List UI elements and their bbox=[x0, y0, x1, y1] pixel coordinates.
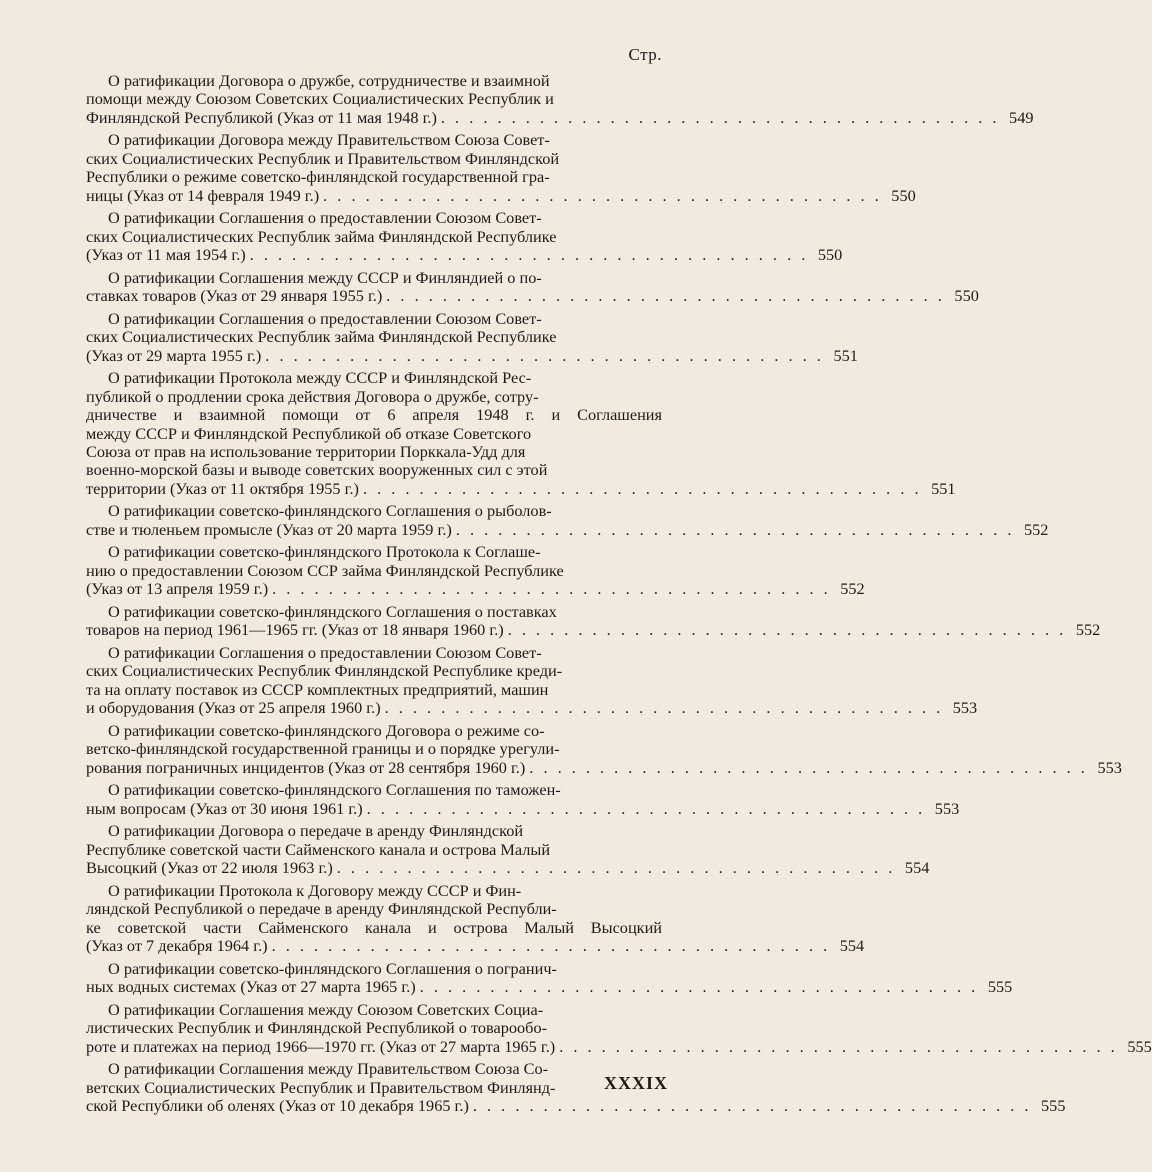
entry-page-number: 552 bbox=[840, 579, 865, 599]
toc-entry-line bbox=[86, 603, 662, 621]
toc-entry-line bbox=[86, 1019, 662, 1037]
toc-entry bbox=[86, 720, 1122, 777]
toc-entry bbox=[86, 780, 960, 818]
toc-entry-line bbox=[86, 1001, 662, 1019]
toc-entry-line bbox=[86, 168, 662, 186]
entry-text: О ратификации Договора о дружбе, сотрудничестве и взаимной bbox=[108, 71, 550, 90]
entry-text: (Указ от 13 апреля 1959 г.) bbox=[86, 579, 269, 599]
toc-entry bbox=[86, 130, 916, 205]
dot-leader: . . . . . . . . . . . . . . . . . . . . . . . . . . . . . . . . . . . . . . . . bbox=[386, 286, 945, 306]
toc-entry-line bbox=[86, 228, 662, 246]
toc-entry-line bbox=[86, 579, 865, 599]
toc-entry bbox=[86, 1059, 1066, 1116]
entry-page-number: 551 bbox=[931, 478, 956, 498]
toc-entry-line bbox=[86, 936, 865, 956]
entry-text: ских Социалистических Республик Финляндской Республике креди- bbox=[86, 661, 563, 681]
toc-entry-line bbox=[86, 519, 1049, 539]
entry-text: О ратификации советско-финляндского Соглашения по таможен- bbox=[108, 780, 561, 800]
entry-text: ских Социалистических Республик займа Финляндской Республике bbox=[86, 327, 557, 347]
toc-entry-line bbox=[86, 328, 662, 346]
entry-text: (Указ от 11 мая 1954 г.) bbox=[86, 245, 246, 265]
entry-text: О ратификации Соглашения о предоставлении Союзом Совет- bbox=[108, 643, 542, 662]
entry-page-number: 550 bbox=[954, 286, 979, 306]
toc-entry bbox=[86, 71, 1034, 127]
entry-text: Союза от прав на использование территории Порккала-Удд для bbox=[86, 441, 526, 461]
toc-entry-line bbox=[86, 620, 1101, 640]
entry-text: Республике советской части Сайменского канала и острова Малый bbox=[86, 839, 551, 859]
toc-entry-line bbox=[86, 286, 979, 306]
toc-entry-line bbox=[86, 900, 662, 918]
toc-entry bbox=[86, 958, 1013, 997]
dot-leader: . . . . . . . . . . . . . . . . . . . . . . . . . . . . . . . . . . . . . . . . bbox=[384, 698, 944, 718]
toc-entry bbox=[86, 880, 865, 956]
dot-leader: . . . . . . . . . . . . . . . . . . . . . . . . . . . . . . . . . . . . . . . . bbox=[272, 579, 831, 599]
entry-text: О ратификации советско-финляндского Соглашения о поставках bbox=[108, 601, 557, 621]
dot-leader: . . . . . . . . . . . . . . . . . . . . . . . . . . . . . . . . . . . . . . . . bbox=[249, 245, 809, 265]
entry-text: О ратификации Соглашения о предоставлении Союзом Совет- bbox=[108, 208, 542, 228]
dot-leader: . . . . . . . . . . . . . . . . . . . . . . . . . . . . . . . . . . . . . . . . bbox=[529, 757, 1088, 777]
toc-entry-line bbox=[86, 406, 662, 424]
entry-text: рования пограничных инцидентов (Указ от 28 сентября 1960 г.) bbox=[86, 757, 526, 777]
entry-text: стве и тюленьем промысле (Указ от 20 марта 1959 г.) bbox=[86, 519, 452, 539]
entry-text: Республики о режиме советско-финляндской государственной гра- bbox=[86, 167, 550, 187]
toc-entry-line bbox=[86, 209, 662, 227]
entry-text: ным вопросам (Указ от 30 июня 1961 г.) bbox=[86, 798, 363, 818]
entry-text: ветских Социалистических Республик и Правительством Финлянд- bbox=[86, 1077, 556, 1097]
dot-leader: . . . . . . . . . . . . . . . . . . . . . . . . . . . . . . . . . . . . . . . . bbox=[366, 798, 926, 818]
toc-entry-line bbox=[86, 919, 662, 937]
entry-text: Финляндской Республикой (Указ от 11 мая 1948 г.) bbox=[86, 107, 437, 127]
toc-entry-line bbox=[86, 662, 662, 680]
toc-entry-line bbox=[86, 345, 858, 365]
entry-text: (Указ от 29 марта 1955 г.) bbox=[86, 345, 262, 365]
page-number: XXXIX bbox=[603, 1073, 668, 1093]
entry-text: листических Республик и Финляндской Республикой о товарообо- bbox=[86, 1018, 548, 1038]
dot-leader: . . . . . . . . . . . . . . . . . . . . . . . . . . . . . . . . . . . . . . . . bbox=[440, 107, 1000, 127]
dot-leader: . . . . . . . . . . . . . . . . . . . . . . . . . . . . . . . . . . . . . . . . bbox=[271, 936, 831, 956]
dot-leader: . . . . . . . . . . . . . . . . . . . . . . . . . . . . . . . . . . . . . . . . bbox=[419, 977, 979, 997]
entry-text: О ратификации советско-финляндского Соглашения о погранич- bbox=[108, 958, 557, 978]
toc-entry-line bbox=[86, 977, 1013, 997]
entry-text: ставках товаров (Указ от 29 января 1955 г.) bbox=[86, 286, 383, 306]
entry-page-number: 550 bbox=[891, 185, 916, 205]
entry-text: ницы (Указ от 14 февраля 1949 г.) bbox=[86, 185, 320, 205]
toc-entry-line bbox=[86, 562, 662, 580]
toc-entry bbox=[86, 308, 858, 365]
entry-text: ветско-финляндской государственной границы и о порядке урегули- bbox=[86, 739, 560, 759]
toc-entry-line bbox=[86, 150, 662, 168]
entry-page-number: 553 bbox=[934, 798, 960, 818]
toc-entry-line bbox=[86, 269, 662, 287]
toc-entry-line bbox=[86, 1079, 662, 1097]
entry-text: товаров на период 1961—1965 гг. (Указ от 18 января 1960 г.) bbox=[86, 620, 504, 640]
toc-entry-line bbox=[86, 841, 662, 859]
toc-entry bbox=[86, 821, 930, 878]
entry-page-number: 549 bbox=[1009, 107, 1034, 127]
entry-page-number: 552 bbox=[1075, 620, 1101, 640]
toc-entry-line bbox=[86, 698, 978, 718]
entry-page-number: 555 bbox=[1127, 1036, 1152, 1056]
entry-text: Высоцкий (Указ от 22 июля 1963 г.) bbox=[86, 858, 333, 878]
toc-entry bbox=[86, 643, 978, 718]
toc-entry-line bbox=[86, 369, 662, 387]
toc-entry-line bbox=[86, 461, 662, 479]
entry-text: О ратификации Соглашения о предоставлении Союзом Совет- bbox=[108, 308, 542, 328]
toc-entry-line bbox=[86, 478, 956, 498]
toc-entry bbox=[86, 601, 1101, 640]
entry-text: О ратификации советско-финляндского Соглашения о рыболов- bbox=[108, 501, 552, 521]
entry-text: та на оплату поставок из СССР комплектных предприятий, машин bbox=[86, 679, 549, 699]
dot-leader: . . . . . . . . . . . . . . . . . . . . . . . . . . . . . . . . . . . . . . . . bbox=[323, 185, 882, 205]
table-of-contents bbox=[86, 71, 1152, 1120]
entry-text: ских Социалистических Республик и Правительством Финляндской bbox=[86, 148, 560, 168]
entry-text: территории (Указ от 11 октября 1955 г.) bbox=[86, 478, 359, 498]
entry-text: (Указ от 7 декабря 1964 г.) bbox=[86, 936, 268, 956]
entry-text: О ратификации Договора между Правительством Союза Совет- bbox=[108, 130, 550, 150]
entry-text: роте и платежах на период 1966—1970 гг. (Указ от 27 марта 1965 г.) bbox=[86, 1036, 556, 1056]
toc-entry-line bbox=[86, 443, 662, 461]
toc-entry-line bbox=[86, 72, 662, 90]
entry-page-number: 555 bbox=[1041, 1096, 1066, 1116]
entry-text: дничестве и взаимной помощи от 6 апреля 1948 г. и Соглашения bbox=[86, 405, 662, 425]
toc-entry-line bbox=[86, 822, 662, 840]
entry-text: публикой о продлении срока действия Договора о дружбе, сотру- bbox=[86, 386, 539, 406]
dot-leader: . . . . . . . . . . . . . . . . . . . . . . . . . . . . . . . . . . . . . . . . bbox=[559, 1036, 1118, 1056]
toc-entry-line bbox=[86, 1096, 1066, 1116]
toc-entry-line bbox=[86, 388, 662, 406]
toc-entry-line bbox=[86, 90, 662, 108]
toc-entry bbox=[86, 368, 956, 498]
toc-entry bbox=[86, 501, 1049, 539]
toc-entry-line bbox=[86, 502, 662, 520]
entry-text: нию о предоставлении Союзом ССР займа Финляндской Республике bbox=[86, 560, 564, 580]
dot-leader: . . . . . . . . . . . . . . . . . . . . . . . . . . . . . . . . . . . . . . . . bbox=[507, 620, 1067, 640]
entry-page-number: 551 bbox=[833, 345, 858, 365]
toc-entry-line bbox=[86, 644, 662, 662]
toc-entry-line bbox=[86, 882, 662, 900]
entry-text: О ратификации Протокола между СССР и Финляндской Рес- bbox=[108, 368, 532, 388]
dot-leader: . . . . . . . . . . . . . . . . . . . . . . . . . . . . . . . . . . . . . . . . bbox=[362, 478, 922, 498]
toc-entry-line bbox=[86, 310, 662, 328]
toc-entry-line bbox=[86, 131, 662, 149]
entry-text: О ратификации Договора о передаче в аренду Финляндской bbox=[108, 821, 524, 841]
toc-entry-line bbox=[86, 781, 662, 799]
toc-entry bbox=[86, 267, 979, 306]
entry-page-number: 553 bbox=[1097, 757, 1122, 777]
entry-text: между СССР и Финляндской Республикой об отказе Советского bbox=[86, 423, 532, 443]
entry-text: О ратификации Соглашения между Союзом Советских Социа- bbox=[108, 999, 544, 1019]
entry-text: ляндской Республикой о передаче в аренду Финляндской Республи- bbox=[86, 899, 557, 919]
entry-text: ских Социалистических Республик займа Финляндской Республике bbox=[86, 226, 557, 246]
toc-entry-line bbox=[86, 1036, 1152, 1056]
entry-page-number: 555 bbox=[987, 977, 1013, 997]
toc-entry-line bbox=[86, 185, 916, 205]
toc-entry-line bbox=[86, 543, 662, 561]
entry-text: О ратификации Протокола к Договору между СССР и Фин- bbox=[108, 880, 522, 900]
entry-text: и оборудования (Указ от 25 апреля 1960 г.) bbox=[86, 698, 381, 718]
dot-leader: . . . . . . . . . . . . . . . . . . . . . . . . . . . . . . . . . . . . . . . . bbox=[336, 858, 896, 878]
entry-text: военно-морской базы и выводе советских вооруженных сил с этой bbox=[86, 460, 548, 480]
toc-entry-line bbox=[86, 107, 1034, 127]
entry-text: ке советской части Сайменского канала и острова Малый Высоцкий bbox=[86, 917, 662, 937]
toc-entry bbox=[86, 999, 1152, 1056]
page-column-header: Стр. bbox=[628, 45, 662, 64]
entry-text: О ратификации советско-финляндского Договора о режиме со- bbox=[108, 720, 545, 740]
toc-entry-line bbox=[86, 740, 662, 758]
entry-page-number: 554 bbox=[839, 936, 865, 956]
entry-text: ных водных системах (Указ от 27 марта 1965 г.) bbox=[86, 977, 416, 997]
toc-entry-line bbox=[86, 425, 662, 443]
toc-entry-line bbox=[86, 1060, 662, 1078]
toc-entry-line bbox=[86, 798, 960, 818]
entry-text: ской Республики об оленях (Указ от 10 декабря 1965 г.) bbox=[86, 1096, 469, 1116]
entry-page-number: 552 bbox=[1023, 519, 1049, 539]
dot-leader: . . . . . . . . . . . . . . . . . . . . . . . . . . . . . . . . . . . . . . . . bbox=[472, 1096, 1032, 1116]
dot-leader: . . . . . . . . . . . . . . . . . . . . . . . . . . . . . . . . . . . . . . . . bbox=[455, 519, 1015, 539]
toc-entry-line bbox=[86, 722, 662, 740]
toc-entry-line bbox=[86, 681, 662, 699]
toc-entry-line bbox=[86, 960, 662, 978]
toc-entry bbox=[86, 542, 865, 599]
toc-entry bbox=[86, 208, 843, 265]
toc-entry-line bbox=[86, 245, 843, 265]
entry-text: О ратификации советско-финляндского Протокола к Соглаше- bbox=[108, 542, 541, 562]
entry-page-number: 554 bbox=[904, 858, 930, 878]
toc-entry-line bbox=[86, 858, 930, 878]
dot-leader: . . . . . . . . . . . . . . . . . . . . . . . . . . . . . . . . . . . . . . . . bbox=[265, 345, 824, 365]
entry-text: помощи между Союзом Советских Социалистических Республик и bbox=[86, 89, 554, 109]
entry-page-number: 553 bbox=[952, 698, 978, 718]
entry-text: О ратификации Соглашения между Правительством Союза Со- bbox=[108, 1059, 549, 1079]
entry-page-number: 550 bbox=[817, 245, 843, 265]
entry-text: О ратификации Соглашения между СССР и Финляндией о по- bbox=[108, 267, 542, 287]
toc-entry-line bbox=[86, 757, 1122, 777]
